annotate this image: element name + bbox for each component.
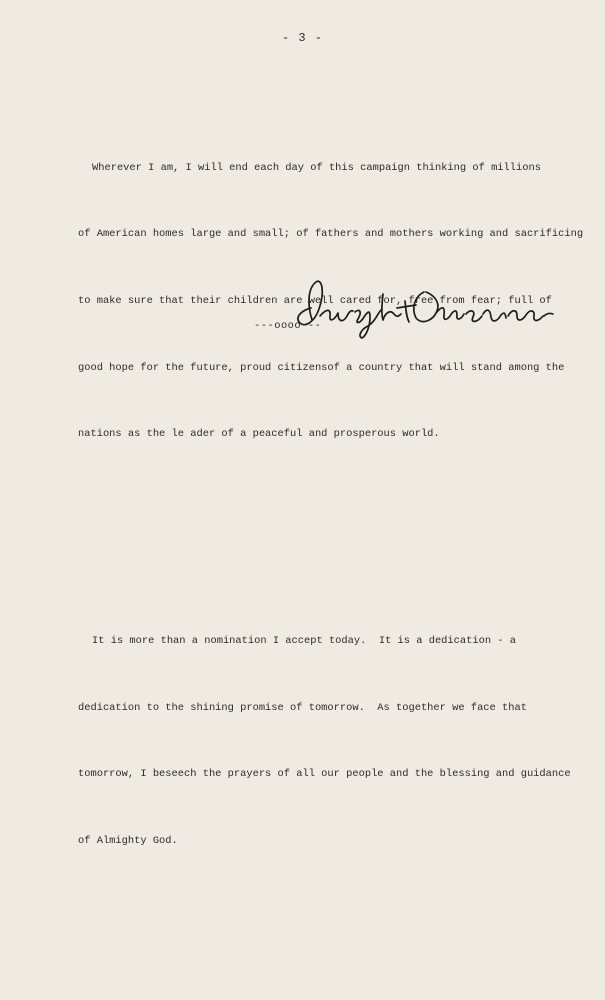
paragraph-gap bbox=[78, 534, 548, 541]
paragraph-1-line-4: good hope for the future, proud citizensof a country that will stand among the bbox=[78, 361, 565, 374]
paragraph-2-line-4: of Almighty God. bbox=[78, 834, 178, 847]
paragraph-1-line-3: to make sure that their children are well cared for, free from fear; full of bbox=[78, 295, 552, 307]
paragraph-1-line-2: of American homes large and small; of fathers and mothers working and sacrificing bbox=[78, 228, 584, 241]
paragraph-2 bbox=[78, 586, 571, 897]
signature-image bbox=[294, 274, 558, 346]
page-number: - 3 - bbox=[281, 31, 323, 45]
paragraph-1-line-5: nations as the le ader of a peaceful and prosperous world. bbox=[78, 428, 440, 441]
paragraph-2-line-1: It is more than a nomination I accept today. It is a dedication - a bbox=[92, 635, 517, 647]
paragraph-2-line-3: tomorrow, I beseech the prayers of all our people and the blessing and guidance bbox=[78, 768, 571, 781]
speech-text bbox=[78, 68, 584, 941]
paragraph-2-line-2: dedication to the shining promise of tomorrow. As together we face that bbox=[78, 701, 527, 714]
closing-mark: ---oooo--- bbox=[254, 320, 322, 332]
paragraph-1-line-1: Wherever I am, I will end each day of this campaign thinking of millions bbox=[92, 161, 541, 174]
